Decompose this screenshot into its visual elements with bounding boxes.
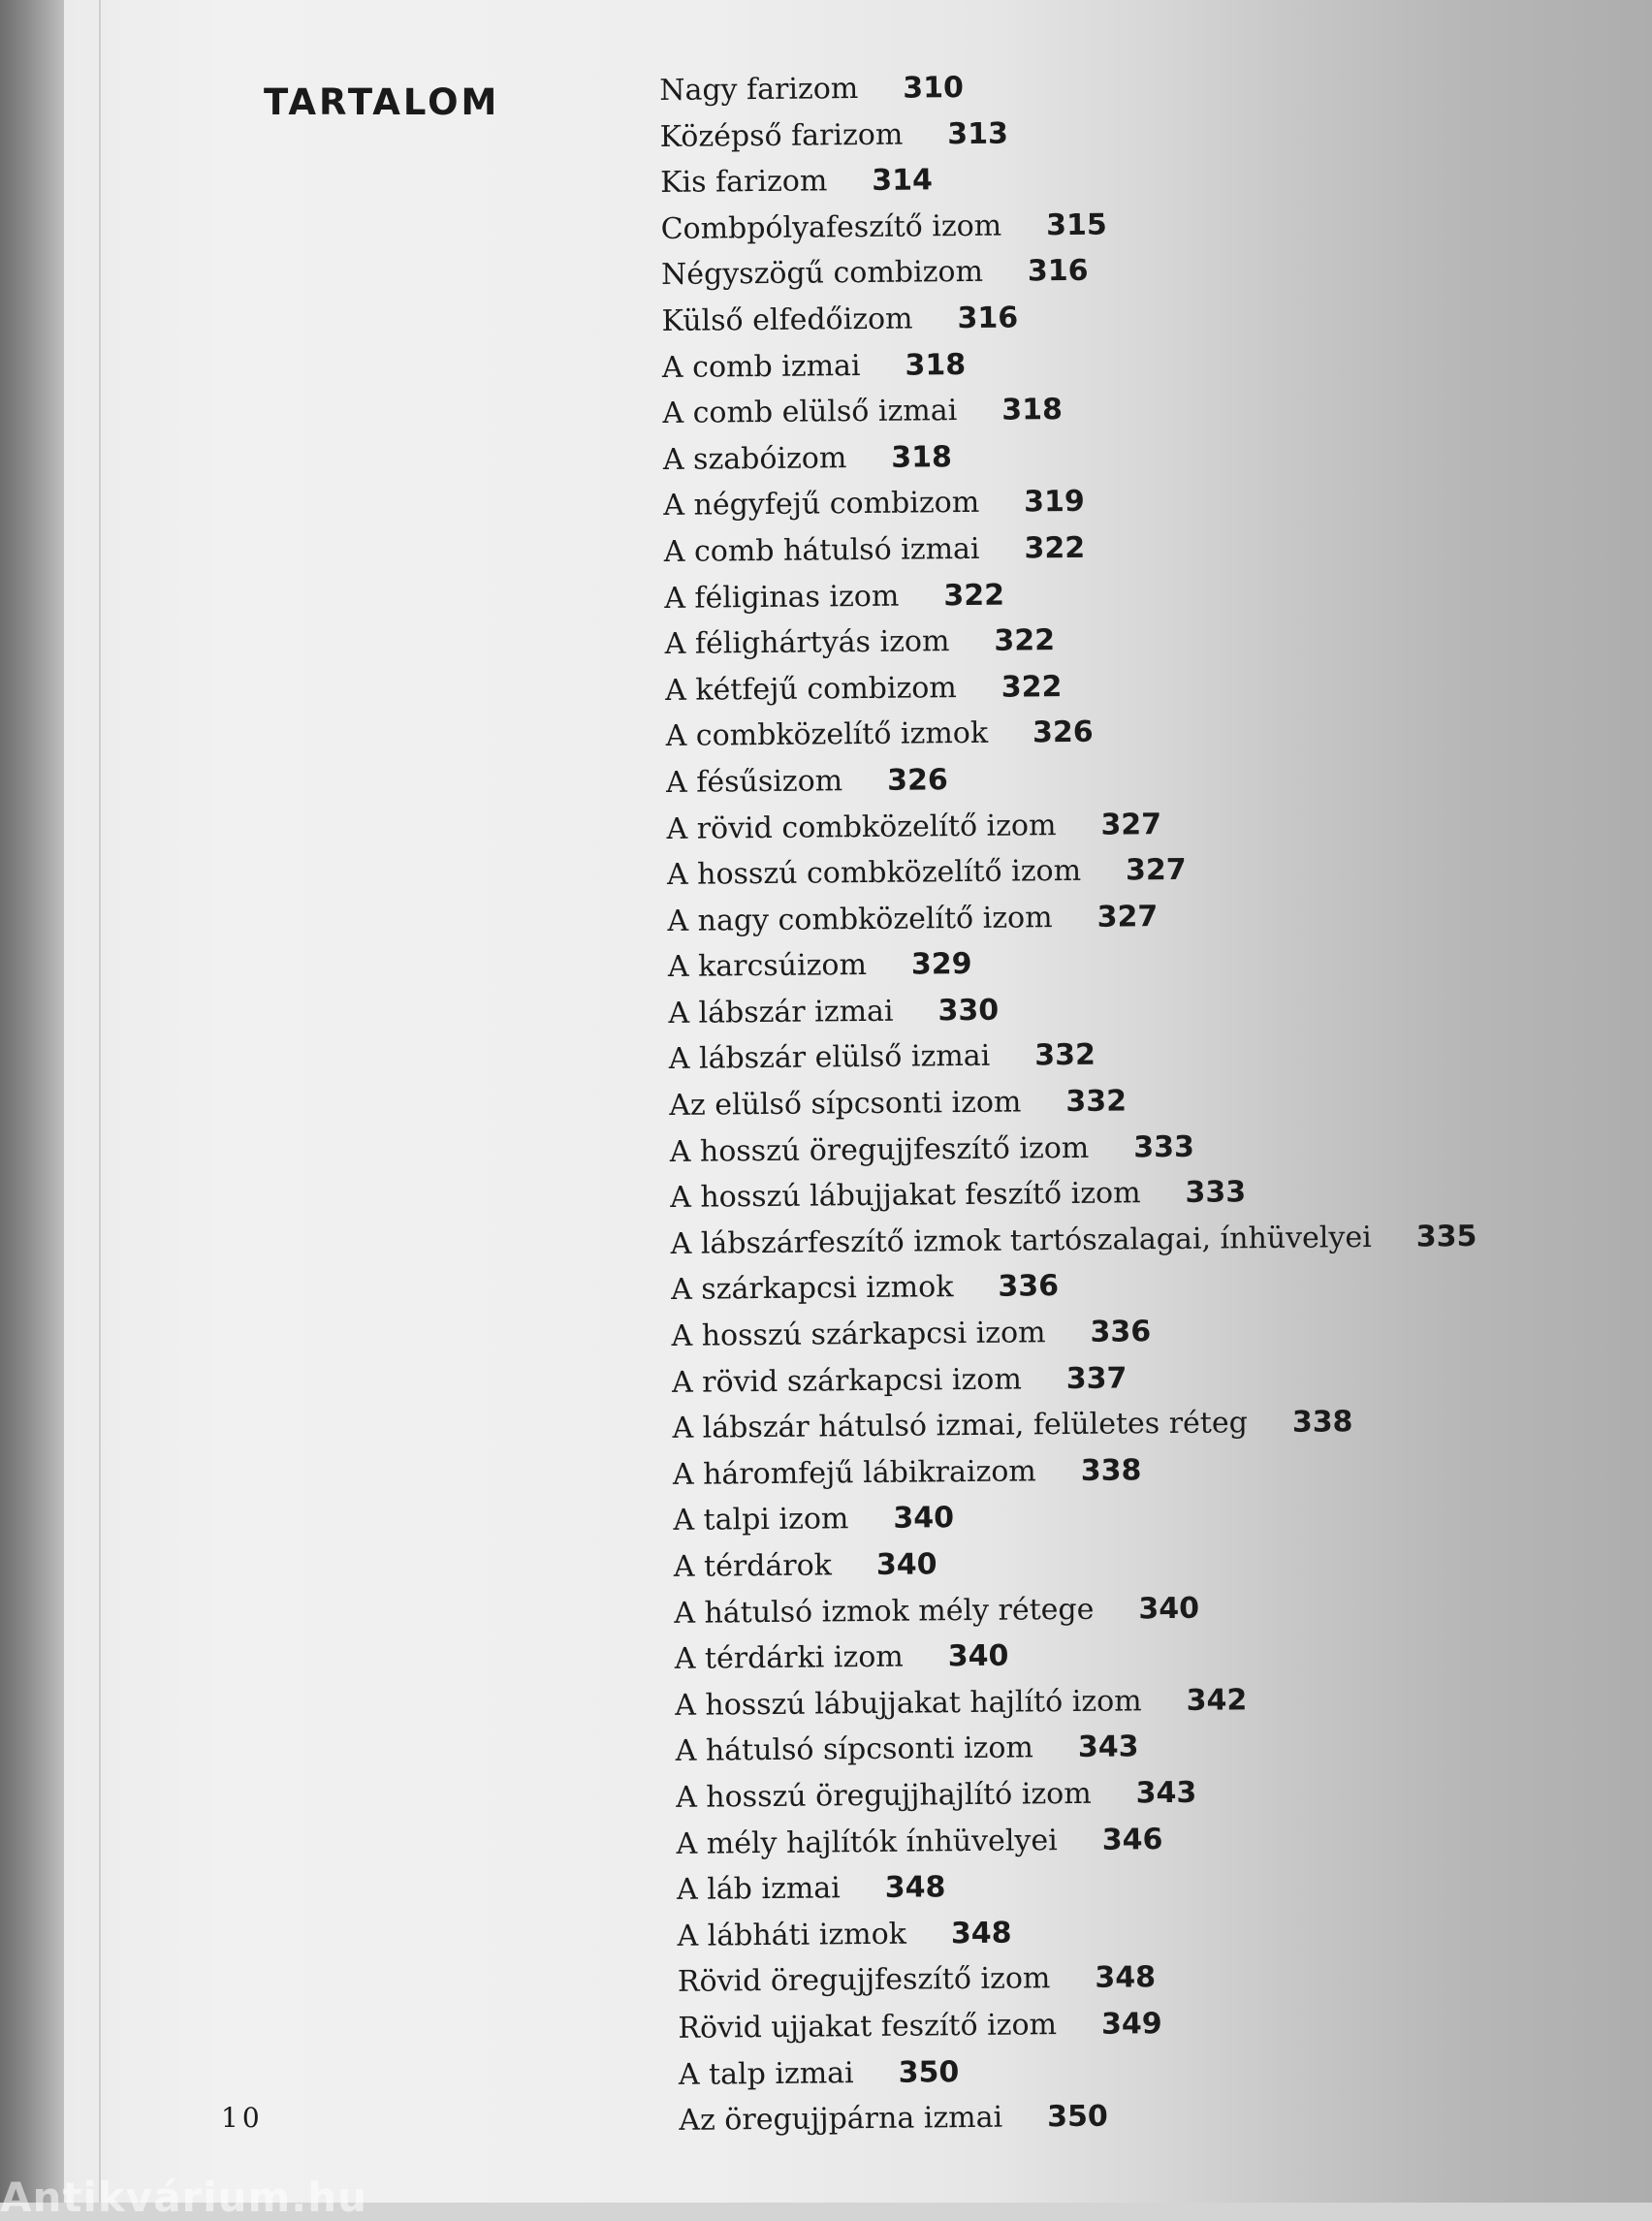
toc-entry-title: A comb hátulsó izmai xyxy=(663,531,980,569)
toc-entry-page: 336 xyxy=(1090,1315,1152,1349)
toc-entry-title: A szabóizom xyxy=(662,440,847,477)
toc-entry-page: 333 xyxy=(1133,1129,1195,1165)
toc-entry-title: Az elülső sípcsonti izom xyxy=(669,1085,1022,1124)
toc-entry-page: 338 xyxy=(1291,1405,1353,1441)
toc-entry-title: Nagy farizom xyxy=(659,72,859,108)
adjacent-page-edge xyxy=(0,0,64,2203)
toc-entry-title: A hosszú lábujjakat feszítő izom xyxy=(670,1176,1141,1216)
toc-entry-title: A nagy combközelítő izom xyxy=(667,900,1053,938)
toc-entry-title: A combközelítő izmok xyxy=(665,716,989,754)
toc-entry-page: 316 xyxy=(957,301,1019,336)
toc-entry-page: 343 xyxy=(1077,1729,1139,1765)
toc-entry-title: Kis farizom xyxy=(659,164,828,201)
toc-entry-page: 332 xyxy=(1065,1084,1128,1120)
toc-entry-title: A comb izmai xyxy=(661,348,861,385)
page-title: TARTALOM xyxy=(264,81,500,123)
toc-entry-page: 349 xyxy=(1100,2007,1162,2042)
toc-entry-title: A félighártyás izom xyxy=(664,624,950,662)
toc-entry-title: A mély hajlítók ínhüvelyei xyxy=(676,1823,1058,1861)
toc-entry-page: 316 xyxy=(1027,254,1089,289)
page-number: 10 xyxy=(221,2102,264,2134)
toc-entry-title: A lábszár hátulsó izmai, felületes réteg xyxy=(672,1406,1249,1446)
toc-entry-page: 318 xyxy=(1001,393,1064,428)
toc-entry-page: 343 xyxy=(1135,1775,1197,1811)
toc-entry-page: 326 xyxy=(1032,715,1094,750)
toc-entry-title: A láb izmai xyxy=(676,1871,841,1908)
toc-entry-page: 346 xyxy=(1101,1822,1163,1857)
toc-entry-title: A karcsúizom xyxy=(667,948,868,985)
toc-entry-title: A térdárok xyxy=(673,1548,833,1584)
toc-entry-title: A talp izmai xyxy=(678,2055,854,2092)
toc-entry-page: 332 xyxy=(1034,1038,1096,1073)
toc-entry-title: A lábháti izmok xyxy=(677,1917,907,1953)
toc-entry-page: 338 xyxy=(1080,1453,1142,1488)
toc-entry-page: 329 xyxy=(910,947,972,982)
toc-entry-title: Külső elfedőizom xyxy=(661,301,913,338)
toc-entry-title: A szárkapcsi izmok xyxy=(670,1270,954,1308)
toc-entry-page: 322 xyxy=(1024,530,1086,566)
toc-entry-page: 342 xyxy=(1186,1683,1248,1718)
toc-entry-title: Négyszögű combizom xyxy=(660,255,984,293)
toc-entry-title: A rövid szárkapcsi izom xyxy=(671,1362,1022,1400)
toc-entry-page: 327 xyxy=(1125,852,1187,888)
toc-entry-page: 336 xyxy=(998,1269,1060,1305)
toc-entry-title: A hátulsó sípcsonti izom xyxy=(675,1730,1034,1769)
toc-entry-page: 340 xyxy=(875,1547,937,1582)
toc-entry-title: A hosszú lábujjakat hajlító izom xyxy=(675,1684,1142,1723)
toc-entry-page: 322 xyxy=(943,578,1005,613)
toc-entry-page: 330 xyxy=(937,993,1000,1029)
toc-entry-page: 313 xyxy=(947,116,1009,151)
toc-entry-page: 310 xyxy=(903,70,965,106)
toc-entry-page: 348 xyxy=(950,1916,1012,1951)
toc-entry-title: Az öregujjpárna izmai xyxy=(679,2100,1003,2139)
toc-entry-page: 318 xyxy=(905,347,967,383)
table-of-contents xyxy=(659,58,1649,2143)
toc-entry-title: A kétfejű combizom xyxy=(664,670,957,708)
toc-entry-page: 333 xyxy=(1185,1175,1247,1211)
toc-entry-page: 350 xyxy=(898,2054,960,2090)
toc-entry-page: 327 xyxy=(1100,807,1162,842)
toc-entry-page: 318 xyxy=(891,439,953,475)
toc-entry-page: 322 xyxy=(994,623,1056,658)
toc-entry-page: 314 xyxy=(872,163,934,199)
toc-entry-title: Középső farizom xyxy=(659,117,904,154)
toc-entry-title: A hosszú öregujjhajlító izom xyxy=(675,1776,1092,1815)
toc-entry-page: 319 xyxy=(1024,485,1085,520)
toc-entry-title: A hosszú öregujjfeszítő izom xyxy=(669,1130,1090,1169)
toc-entry-page: 335 xyxy=(1415,1219,1477,1254)
page-edge-line xyxy=(99,0,101,2203)
toc-entry-page: 315 xyxy=(1045,207,1107,242)
toc-entry-title: A lábszár izmai xyxy=(668,994,894,1031)
toc-entry-page: 348 xyxy=(884,1870,946,1906)
toc-entry-title: A lábszár elülső izmai xyxy=(668,1039,991,1077)
toc-entry-title: A háromfejű lábikraizom xyxy=(672,1454,1036,1492)
toc-entry-page: 348 xyxy=(1095,1960,1157,1996)
toc-entry-title: A négyfejű combizom xyxy=(663,486,980,524)
toc-entry-title: Rövid ujjakat feszítő izom xyxy=(678,2008,1058,2046)
toc-entry-title: A térdárki izom xyxy=(674,1639,904,1677)
toc-entry-page: 340 xyxy=(947,1638,1009,1674)
toc-entry-page: 350 xyxy=(1046,2099,1108,2135)
toc-entry-title: A hosszú combközelítő izom xyxy=(666,853,1082,893)
toc-entry-title: Combpólyafeszítő izom xyxy=(660,208,1002,246)
watermark: Antikvárium.hu xyxy=(0,2173,368,2221)
toc-entry-title: A fésűsizom xyxy=(665,764,843,800)
toc-entry xyxy=(679,2088,1648,2143)
toc-entry-title: A comb elülső izmai xyxy=(662,394,958,431)
toc-entry-title: A hátulsó izmok mély rétege xyxy=(674,1592,1095,1631)
toc-entry-page: 337 xyxy=(1065,1361,1128,1396)
toc-entry-page: 340 xyxy=(893,1501,955,1537)
toc-entry-title: A talpi izom xyxy=(673,1502,849,1539)
toc-entry-page: 322 xyxy=(1001,669,1063,705)
toc-entry-title: Rövid öregujjfeszítő izom xyxy=(677,1961,1051,2000)
toc-entry-title: A rövid combközelítő izom xyxy=(666,808,1057,846)
toc-entry-page: 326 xyxy=(886,763,948,798)
toc-entry-title: A féliginas izom xyxy=(664,579,900,616)
toc-entry-page: 327 xyxy=(1096,899,1159,935)
toc-entry-page: 340 xyxy=(1138,1591,1200,1626)
toc-entry-title: A hosszú szárkapcsi izom xyxy=(671,1316,1046,1353)
toc-entry-title: A lábszárfeszítő izmok tartószalagai, ínhüvelyei xyxy=(670,1220,1372,1261)
